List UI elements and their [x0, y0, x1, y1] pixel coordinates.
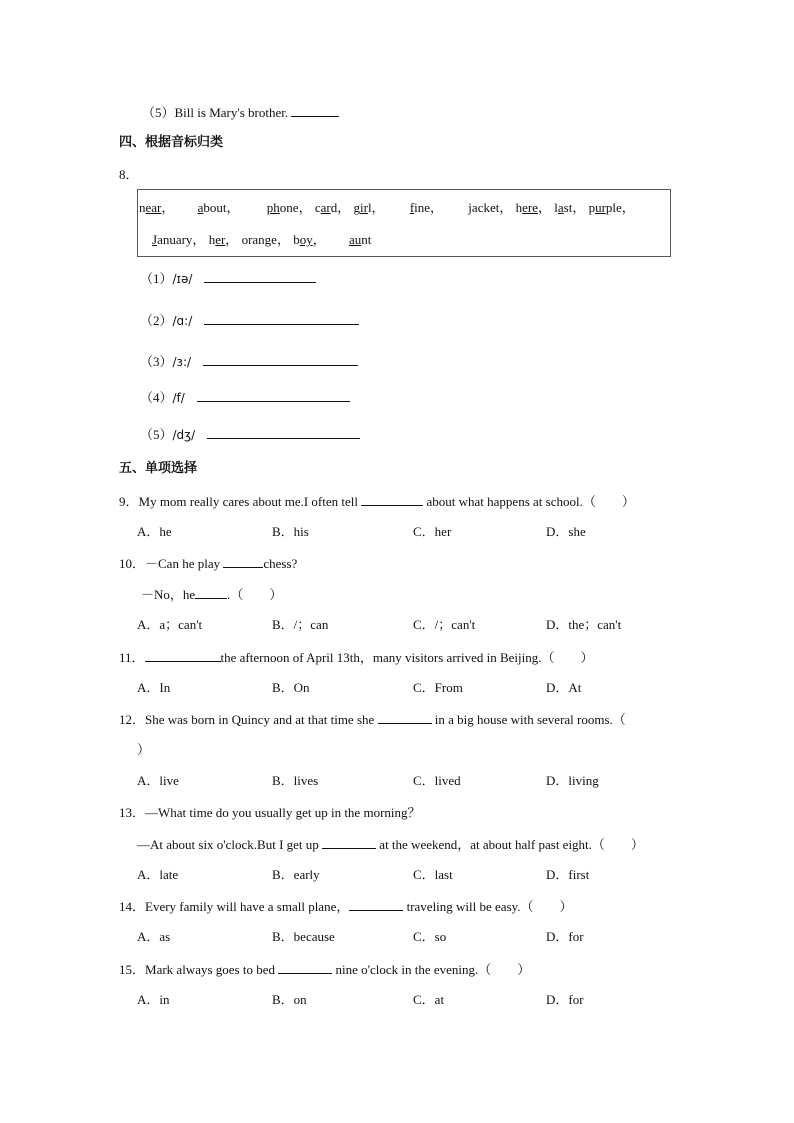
option-b[interactable]: B．because — [272, 929, 335, 944]
question-10-line-2 — [141, 586, 282, 603]
question-text: chess? — [263, 556, 298, 571]
question-text: the afternoon of April 13th，many visitors arrived in Beijing.（ ） — [220, 650, 594, 665]
answer-blank[interactable] — [349, 898, 403, 911]
word-here: here， — [515, 200, 551, 215]
ipa-symbol: /ɪə/ — [172, 272, 193, 286]
answer-blank[interactable] — [204, 270, 316, 283]
ipa-symbol: /dʒ/ — [172, 428, 196, 442]
option-a[interactable]: A．In — [137, 680, 171, 695]
word-near: near， — [139, 200, 175, 215]
answer-blank[interactable] — [223, 555, 263, 568]
answer-blank[interactable] — [203, 353, 358, 366]
answer-blank[interactable] — [361, 493, 423, 506]
question-12-line-2: ） — [137, 742, 151, 757]
phonetic-item-5 — [140, 426, 360, 443]
question-text: .（ ） — [227, 587, 283, 602]
word-aunt: aunt — [348, 232, 372, 247]
answer-blank[interactable] — [197, 389, 350, 402]
word-fine: fine， — [409, 200, 444, 215]
word-last: last， — [554, 200, 586, 215]
question-number: 12． — [119, 712, 146, 727]
option-d[interactable]: D．she — [546, 524, 586, 539]
option-b[interactable]: B．on — [272, 992, 307, 1007]
question-text: —At about six o'clock.But I get up — [137, 837, 323, 852]
option-a[interactable]: A．as — [137, 929, 171, 944]
phonetic-item-4 — [140, 389, 350, 406]
answer-blank[interactable] — [278, 961, 332, 974]
question-text: in a big house with several rooms.（ — [431, 712, 626, 727]
question-10 — [119, 555, 297, 572]
word-boy: boy， — [293, 232, 326, 247]
question-number: 14． — [119, 899, 146, 914]
word-card: card， — [314, 200, 351, 215]
word-orange: orange， — [241, 232, 290, 247]
option-d[interactable]: D．first — [546, 867, 590, 882]
item-label: （5） — [140, 427, 173, 442]
question-13 — [119, 805, 421, 821]
question-number: 13． — [119, 805, 146, 820]
option-a[interactable]: A．late — [137, 867, 179, 882]
question-11 — [119, 649, 594, 666]
option-d[interactable]: D．for — [546, 929, 584, 944]
question-number: 11． — [119, 650, 145, 665]
option-d[interactable]: D．At — [546, 680, 582, 695]
question-15 — [119, 961, 530, 978]
word-box-line-2 — [152, 232, 371, 248]
word-girl: girl， — [353, 200, 385, 215]
question-text: traveling will be easy.（ ） — [403, 899, 573, 914]
question-number: 9． — [119, 494, 139, 509]
option-b[interactable]: B．lives — [272, 773, 319, 788]
option-b[interactable]: B．early — [272, 867, 320, 882]
phonetic-item-3 — [140, 353, 358, 370]
answer-blank[interactable] — [195, 586, 227, 599]
question-number: 15． — [119, 962, 146, 977]
question-9 — [119, 493, 635, 510]
question-text: －No，he — [141, 587, 196, 602]
ipa-symbol: /f/ — [172, 391, 185, 405]
question-text: Every family will have a small plane， — [145, 899, 350, 914]
option-a[interactable]: A．in — [137, 992, 170, 1007]
question-text: —What time do you usually get up in the morning？ — [145, 805, 421, 820]
section-title-4: 四、根据音标归类 — [119, 135, 224, 150]
option-c[interactable]: C．at — [413, 992, 445, 1007]
ipa-symbol: /ɑ:/ — [172, 314, 193, 328]
option-b[interactable]: B．/；can — [272, 617, 329, 632]
section-title-5: 五、单项选择 — [119, 461, 198, 476]
option-c[interactable]: C．From — [413, 680, 463, 695]
question-13-line-2 — [137, 836, 644, 853]
option-c[interactable]: C．lived — [413, 773, 461, 788]
question-text: at the weekend，at about half past eight.（ ） — [376, 837, 644, 852]
option-d[interactable]: D．for — [546, 992, 584, 1007]
word-box-line-1 — [139, 200, 635, 216]
word-purple: purple， — [588, 200, 635, 215]
answer-blank[interactable] — [145, 649, 221, 662]
question-text: －Can he play — [145, 556, 224, 571]
answer-blank[interactable] — [378, 711, 432, 724]
option-c[interactable]: C．last — [413, 867, 453, 882]
word-jacket: jacket， — [468, 200, 513, 215]
prev-item-5 — [142, 104, 339, 121]
item-label: （4） — [140, 390, 173, 405]
answer-blank[interactable] — [291, 104, 339, 117]
question-14 — [119, 898, 573, 915]
option-d[interactable]: D．living — [546, 773, 599, 788]
question-text: Mark always goes to bed — [145, 962, 279, 977]
option-a[interactable]: A．live — [137, 773, 179, 788]
answer-blank[interactable] — [322, 836, 376, 849]
option-d[interactable]: D．the；can't — [546, 617, 622, 632]
answer-blank[interactable] — [204, 312, 359, 325]
option-c[interactable]: C．her — [413, 524, 452, 539]
option-a[interactable]: A．a；can't — [137, 617, 203, 632]
phonetic-item-2 — [140, 312, 359, 329]
option-c[interactable]: C．so — [413, 929, 447, 944]
question-text: about what happens at school.（ ） — [423, 494, 635, 509]
item-label: （3） — [140, 354, 173, 369]
item-label: （5） — [142, 105, 175, 120]
question-text: nine o'clock in the evening.（ ） — [332, 962, 531, 977]
option-a[interactable]: A．he — [137, 524, 172, 539]
question-number: 10． — [119, 556, 146, 571]
option-c[interactable]: C．/；can't — [413, 617, 476, 632]
answer-blank[interactable] — [207, 426, 360, 439]
option-b[interactable]: B．his — [272, 524, 309, 539]
question-text: My mom really cares about me.I often tell — [138, 494, 362, 509]
item-text: Bill is Mary's brother. — [174, 105, 292, 120]
ipa-symbol: /ɜ:/ — [172, 355, 192, 369]
item-label: （2） — [140, 313, 173, 328]
question-12 — [119, 711, 626, 728]
word-her: her， — [208, 232, 239, 247]
phonetic-item-1 — [140, 270, 316, 287]
item-label: （1） — [140, 271, 173, 286]
word-january: January， — [152, 232, 206, 247]
word-about: about， — [197, 200, 240, 215]
word-phone: phone， — [266, 200, 312, 215]
question-number-8: 8． — [119, 167, 139, 182]
option-b[interactable]: B．On — [272, 680, 310, 695]
question-text: She was born in Quincy and at that time she — [145, 712, 378, 727]
